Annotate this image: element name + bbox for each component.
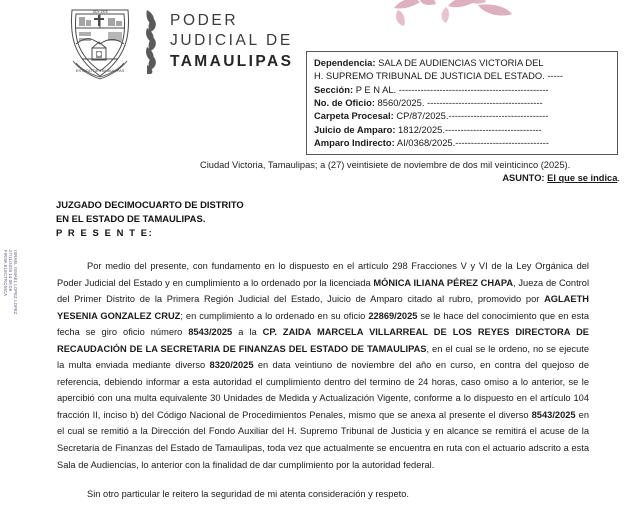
- addressee-presente: P R E S E N T E:: [56, 227, 154, 239]
- body-oficio-8543-second: 8543/2025: [531, 409, 576, 420]
- letterhead: [62, 4, 293, 82]
- document-metadata-box: [306, 51, 618, 155]
- addressee-line-1: JUZGADO DECIMOCUARTO DE DISTRITO: [56, 199, 244, 210]
- body-directora-name: CP. ZAIDA MARCELA VILLARREAL DE LOS REYES DIRECTORA DE RECAUDACIÓN DE LA SECRETARIA DE FINANZAS DEL ESTADO DE TAMAULIPAS: [57, 327, 589, 354]
- meta-row-juicio-amparo: [314, 123, 611, 136]
- decorative-column-icon: [144, 10, 160, 74]
- body-seg-k: , en el cual se le ordeno, no se ejecute la multa enviada mediante diverso: [57, 343, 590, 371]
- asunto-label: ASUNTO:: [502, 173, 545, 183]
- meta-row-no-oficio: [314, 96, 611, 109]
- letter-body: [57, 258, 589, 516]
- meta-value-juicio-amparo: 1812/2025.-------------------------------: [398, 123, 542, 135]
- meta-row-carpeta-procesal: [314, 109, 611, 122]
- electronic-signature-strip: [2, 250, 24, 380]
- signature-timestamp: 27/11/2025 14:08:09: [8, 250, 13, 292]
- svg-text:ESTADO DE TAMAULIPAS: ESTADO DE TAMAULIPAS: [75, 68, 125, 73]
- asunto-value: El que se indica: [547, 173, 618, 183]
- body-seg-o: en el cual se remitió a la Dirección del Fondo Auxiliar del H. Supremo Tribunal de Justicia y en alcance se remitirá el acuse de la Secretaria de Finanzas del Estado de Tamaulipas, toda vez que actualmente se encuentra en ruta con el actuario adscrito a esta Sala de Audiencias, lo anterior con la finalidad de dar cumplimiento por la autoridad federal.: [57, 409, 589, 470]
- meta-row-dependencia: [314, 56, 611, 69]
- body-judge-name: MÓNICA ILIANA PÉREZ CHAPA: [373, 277, 514, 288]
- meta-label-seccion: Sección:: [314, 83, 354, 95]
- meta-value-dependencia: SALA DE AUDIENCIAS VICTORIA DEL: [378, 57, 544, 68]
- meta-value-carpeta-procesal: CP/87/2025.--------------------------------: [396, 110, 549, 122]
- body-paragraph-1: [57, 258, 589, 473]
- meta-label-juicio-amparo: Juicio de Amparo:: [314, 123, 396, 135]
- signature-type: FIRMA ELECTRONICA: [3, 250, 8, 297]
- body-paragraph-2: Sin otro particular le reitero la seguridad de mi atenta consideración y respeto.: [87, 489, 409, 500]
- meta-row-dependencia-cont: H. SUPREMO TRIBUNAL DE JUSTICIA DEL ESTADO. -----: [314, 70, 563, 82]
- letterhead-line-1: PODER: [170, 12, 239, 29]
- meta-value-seccion: P E N AL. ------------------------------------------------: [355, 83, 549, 95]
- meta-label-no-oficio: No. de Oficio:: [314, 97, 375, 109]
- body-oficio-8543-first: 8543/2025: [188, 327, 233, 338]
- addressee-block: [56, 198, 244, 240]
- body-seg-m: en data veintiuno de noviembre del año en curso, en contra del quejoso de referencia, debiendo informar a esta autoridad el cumplimiento dentro del termino de 24 horas, caso omiso a lo anterior, se le apercibió con una multa equivalente 30 Unidades de Medida y Actualización Vigente, conforme a lo dispuesto en el artículo 104 fracción II, inciso b) del Código Nacional de Procedimientos Penales, mismo que se anexa al presente el diverso: [57, 360, 589, 420]
- body-promovente-name: AGLAETH YESENIA GONZALEZ CRUZ: [57, 294, 589, 321]
- body-oficio-8320: 8320/2025: [209, 360, 254, 371]
- body-seg-e: ; en cumplimiento a lo ordenado en su oficio: [180, 310, 369, 321]
- signature-name: ISRAEL ISMAEL LOPEZ LOPEZ: [13, 250, 18, 315]
- tamaulipas-coat-of-arms-icon: [62, 4, 138, 82]
- meta-label-dependencia: Dependencia:: [314, 57, 376, 68]
- body-oficio-22869: 22869/2025: [368, 310, 418, 321]
- asunto-line: [200, 173, 620, 183]
- floral-flourish-icon: [380, 0, 530, 30]
- meta-label-amparo-indirecto: Amparo Indirecto:: [314, 137, 395, 149]
- body-seg-c: , Jueza de Control del Primer Distrito de la Primera Región Judicial del Estado, Juicio de Amparo citado al rubro, promovido por: [57, 277, 590, 305]
- meta-row-seccion: [314, 83, 611, 96]
- letterhead-line-2: JUDICIAL DE: [170, 32, 293, 50]
- asunto-period: .: [617, 173, 620, 183]
- addressee-line-2: EN EL ESTADO DE TAMAULIPAS.: [56, 213, 206, 225]
- letterhead-line-3: TAMAULIPAS: [170, 52, 294, 70]
- body-seg-g: se le hace del conocimiento que en esta fecha se giro oficio número: [57, 310, 589, 338]
- meta-row-amparo-indirecto: [314, 136, 611, 149]
- meta-value-amparo-indirecto: AI/0368/2025.------------------------------: [396, 137, 549, 149]
- svg-text:1824 1825: 1824 1825: [92, 10, 108, 14]
- meta-label-carpeta-procesal: Carpeta Procesal:: [314, 110, 394, 122]
- body-seg-i: a la: [232, 327, 263, 338]
- meta-value-no-oficio: 8560/2025. -------------------------------------: [377, 97, 543, 109]
- place-and-date: Ciudad Victoria, Tamaulipas; a (27) veintisiete de noviembre de dos mil veinticinco (2025).: [200, 160, 571, 170]
- letterhead-title: [170, 11, 293, 72]
- body-seg-a: Por medio del presente, con fundamento en lo dispuesto en el artículo 298 Fracciones V y VI de la Ley Orgánica del Poder Judicial del Estado y en cumplimiento a lo ordenado por la licenciada: [57, 261, 589, 288]
